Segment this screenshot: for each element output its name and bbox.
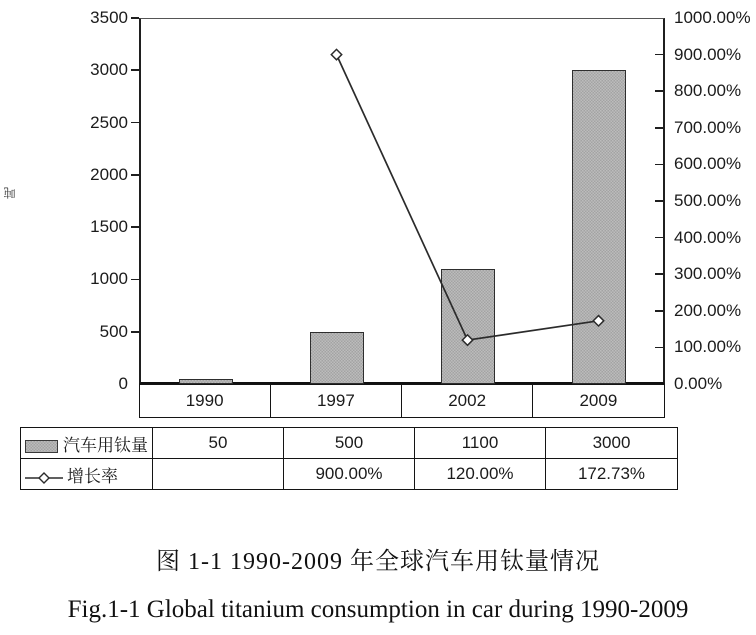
right-axis-tick-label: 300.00% (674, 264, 742, 284)
left-axis-tick (131, 226, 139, 228)
bar-series-label: 汽车用钛量 (63, 435, 148, 455)
left-axis-tick (131, 122, 139, 124)
x-axis-category: 2002 (401, 385, 532, 417)
bar-2002 (441, 269, 495, 384)
left-axis-tick (131, 69, 139, 71)
bar-series-legend-cell (21, 428, 153, 459)
right-axis-tick-label: 200.00% (674, 300, 742, 320)
left-axis-tick (131, 17, 139, 19)
table-cell (153, 459, 284, 490)
right-axis-tick-label: 500.00% (674, 191, 742, 210)
table-row-bar-series (21, 428, 678, 459)
line-legend-symbol-icon (25, 472, 63, 484)
line-series-label: 增长率 (67, 466, 118, 486)
right-axis-tick (655, 54, 664, 56)
line-series-legend-cell (21, 459, 153, 490)
right-axis-tick-label: 600.00% (674, 154, 742, 174)
right-axis-tick-label: 800.00% (674, 81, 742, 101)
bar-legend-swatch-icon (25, 440, 58, 453)
right-axis-tick (655, 164, 664, 166)
left-axis-tick-label: 1500 (90, 217, 128, 237)
table-cell: 172.73% (546, 459, 678, 490)
left-axis-unit-label: 吨 (3, 186, 17, 199)
table-cell: 120.00% (415, 459, 546, 490)
right-axis-tick-label: 900.00% (674, 44, 742, 64)
figure-caption-english: Fig.1-1 Global titanium consumption in car during 1990-2009 (67, 596, 689, 623)
left-axis-tick (131, 331, 139, 333)
left-axis-tick-label: 2500 (90, 112, 128, 132)
table-row-line-series (21, 459, 678, 490)
x-axis-category: 1997 (270, 385, 401, 417)
right-axis-tick (655, 347, 664, 349)
x-axis-category: 2009 (532, 385, 663, 417)
x-axis-category-row (139, 384, 665, 418)
left-axis-tick-label: 2000 (90, 164, 128, 184)
left-axis-tick-label: 3500 (90, 8, 128, 27)
right-axis-tick-label: 400.00% (674, 227, 742, 247)
right-axis-tick-label: 100.00% (674, 337, 742, 357)
right-axis-tick (655, 273, 664, 275)
table-cell: 1100 (415, 428, 546, 459)
figure-caption-chinese: 图 1-1 1990-2009 年全球汽车用钛量情况 (156, 549, 600, 575)
right-axis-tick-label: 1000.00% (674, 8, 751, 27)
bar-2009 (572, 70, 626, 384)
left-axis-tick (131, 174, 139, 176)
bar-1997 (310, 332, 364, 384)
right-axis-tick-label: 700.00% (674, 117, 742, 137)
table-cell: 50 (153, 428, 284, 459)
left-axis-tick-label: 1000 (90, 269, 128, 289)
right-axis-tick (655, 237, 664, 239)
right-axis-tick (655, 90, 664, 92)
left-axis-tick-label: 0 (118, 374, 128, 393)
left-axis-tick (131, 279, 139, 281)
chart-data-table (20, 427, 678, 490)
right-axis-tick (655, 200, 664, 202)
right-axis-tick (655, 127, 664, 129)
table-cell: 500 (284, 428, 415, 459)
left-axis-tick-label: 500 (99, 321, 128, 341)
x-axis-category: 1990 (185, 391, 224, 410)
right-axis-tick (655, 310, 664, 312)
right-axis-tick-label: 0.00% (674, 374, 723, 393)
left-axis-tick-label: 3000 (90, 60, 128, 80)
table-cell: 900.00% (284, 459, 415, 490)
table-cell: 3000 (546, 428, 678, 459)
